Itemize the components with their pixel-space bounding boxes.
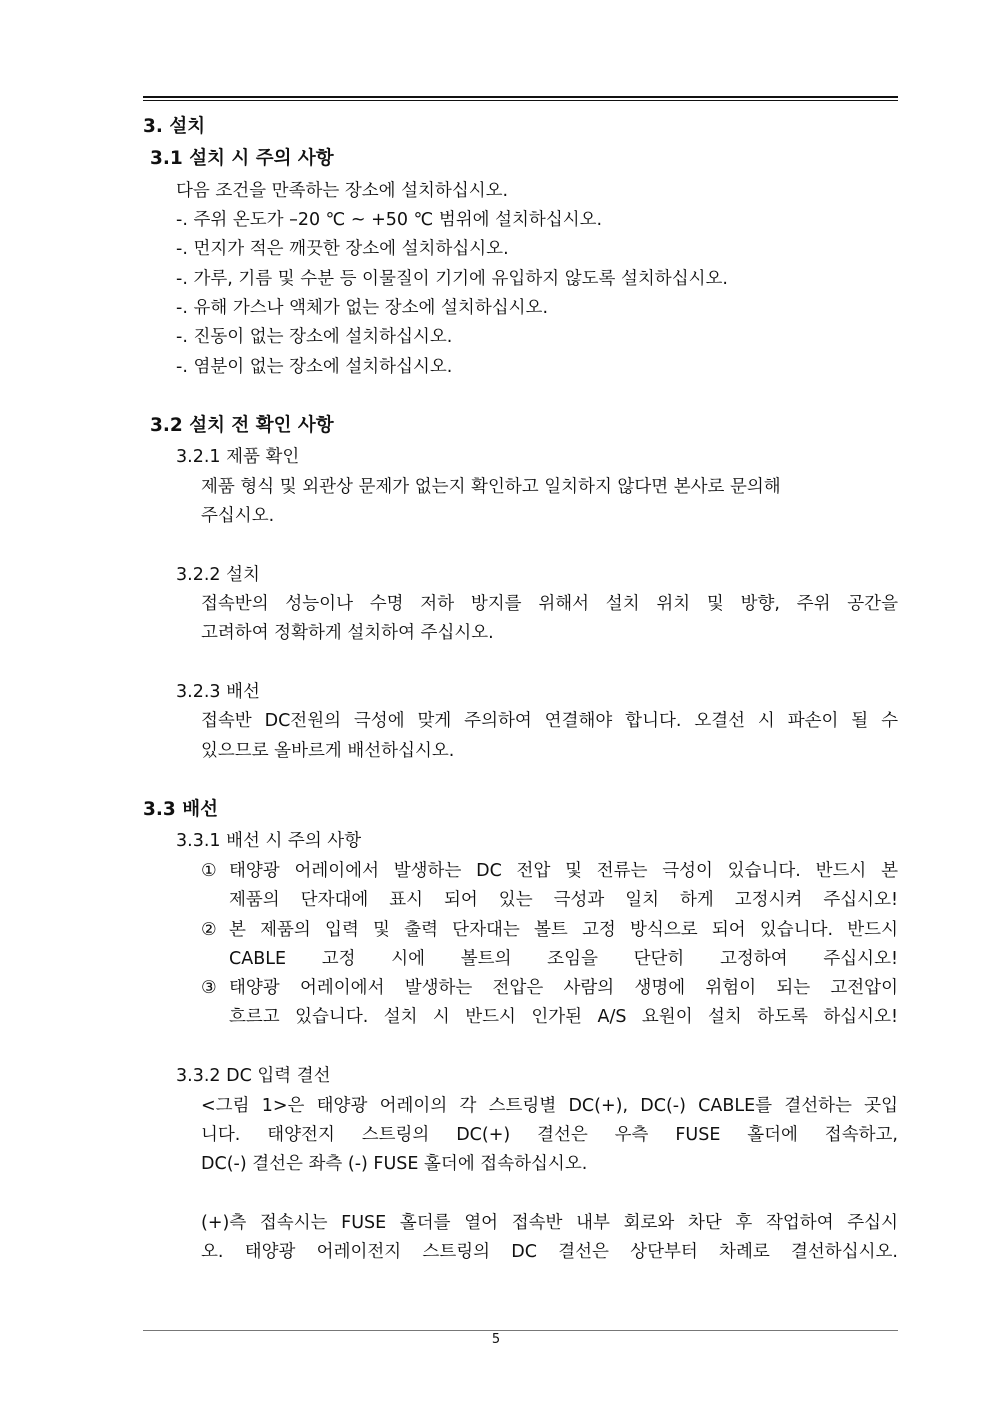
paragraph-line: 접속반 DC전원의 극성에 맞게 주의하여 연결해야 합니다. 오결선 시 파손이 될 수 xyxy=(201,711,898,731)
note-number: ① xyxy=(201,861,217,881)
paragraph-line: <그림 1>은 태양광 어레이의 각 스트링별 DC(+), DC(-) CABLE를 결선하는 곳입 xyxy=(201,1096,898,1116)
note-number: ③ xyxy=(201,978,217,998)
subsection-title-3-3: 3.3 배선 xyxy=(143,799,218,820)
list-item: -. 주위 온도가 –20 ℃ ~ +50 ℃ 범위에 설치하십시오. xyxy=(176,210,603,230)
subsubsection-title: 3.2.3 배선 xyxy=(176,682,260,702)
paragraph-line: 니다. 태양전지 스트링의 DC(+) 결선은 우측 FUSE 홀더에 접속하고, xyxy=(201,1125,898,1145)
list-item: -. 유해 가스나 액체가 없는 장소에 설치하십시오. xyxy=(176,298,549,318)
note-line: 태양광 어레이에서 발생하는 DC 전압 및 전류는 극성이 있습니다. 반드시 본 xyxy=(229,861,898,881)
list-item: -. 가루, 기름 및 수분 등 이물질이 기기에 유입하지 않도록 설치하십시오. xyxy=(176,269,728,289)
list-item: -. 먼지가 적은 깨끗한 장소에 설치하십시오. xyxy=(176,239,509,259)
header-rule xyxy=(143,96,898,101)
section-title: 3. 설치 xyxy=(143,116,206,137)
subsection-title-3-2: 3.2 설치 전 확인 사항 xyxy=(150,415,334,436)
paragraph-intro: 다음 조건을 만족하는 장소에 설치하십시오. xyxy=(176,181,509,201)
paragraph-line: 접속반의 성능이나 수명 저하 방지를 위해서 설치 위치 및 방향, 주위 공간을 xyxy=(201,594,898,614)
paragraph-line: 오. 태양광 어레이전지 스트링의 DC 결선은 상단부터 차례로 결선하십시오. xyxy=(201,1242,898,1262)
paragraph-line: DC(-) 결선은 좌측 (-) FUSE 홀더에 접속하십시오. xyxy=(201,1154,588,1174)
paragraph-line: 있으므로 올바르게 배선하십시오. xyxy=(201,741,455,761)
list-item: -. 염분이 없는 장소에 설치하십시오. xyxy=(176,357,453,377)
paragraph-line: (+)측 접속시는 FUSE 홀더를 열어 접속반 내부 회로와 차단 후 작업하여 주십시 xyxy=(201,1213,898,1233)
note-line: 흐르고 있습니다. 설치 시 반드시 인가된 A/S 요원이 설치 하도록 하십시오! xyxy=(229,1007,898,1027)
note-line: 본 제품의 입력 및 출력 단자대는 볼트 고정 방식으로 되어 있습니다. 반드시 xyxy=(229,920,898,940)
subsection-title-3-1: 3.1 설치 시 주의 사항 xyxy=(150,148,334,169)
subsubsection-title: 3.3.2 DC 입력 결선 xyxy=(176,1066,331,1086)
subsubsection-title: 3.2.2 설치 xyxy=(176,565,260,585)
note-number: ② xyxy=(201,920,217,940)
note-line: 제품의 단자대에 표시 되어 있는 극성과 일치 하게 고정시켜 주십시오! xyxy=(229,890,898,910)
paragraph-line: 고려하여 정확하게 설치하여 주십시오. xyxy=(201,623,494,643)
paragraph-line: 주십시오. xyxy=(201,506,275,526)
list-item: -. 진동이 없는 장소에 설치하십시오. xyxy=(176,327,453,347)
page-number: 5 xyxy=(491,1332,501,1347)
paragraph-line: 제품 형식 및 외관상 문제가 없는지 확인하고 일치하지 않다면 본사로 문의해 xyxy=(201,477,781,497)
note-line: CABLE 고정 시에 볼트의 조임을 단단히 고정하여 주십시오! xyxy=(229,949,898,969)
footer-rule xyxy=(143,1330,898,1331)
subsubsection-title: 3.3.1 배선 시 주의 사항 xyxy=(176,831,362,851)
subsubsection-title: 3.2.1 제품 확인 xyxy=(176,447,300,467)
note-line: 태양광 어레이에서 발생하는 전압은 사람의 생명에 위험이 되는 고전압이 xyxy=(229,978,898,998)
